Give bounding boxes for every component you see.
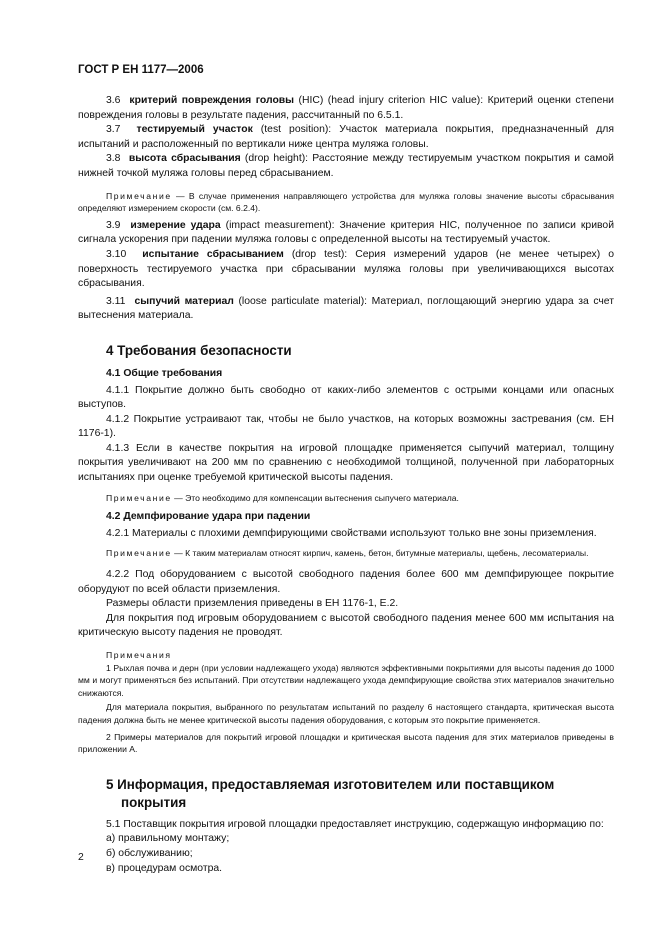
note-item-1: 1 Рыхлая почва и дерн (при условии надлежащего ухода) являются эффективными покрытиями для высоты падения до 1000 мм и могут применяться без испытаний. При отсутствии надлежащего ухода демпфирующие свойства этих материалов значительно снижаются.	[78, 662, 614, 698]
clause-number: 3.8	[106, 153, 121, 165]
definition: (loose particulate material): Материал, поглощающий энергию удара за счет вытеснения материала.	[78, 295, 614, 322]
clause-3-7	[78, 123, 614, 152]
note	[78, 190, 614, 215]
list-item: в) процедурам осмотра.	[106, 862, 223, 874]
page-number: 2	[78, 852, 84, 863]
note-label: Примечание	[106, 548, 172, 559]
notes-label: Примечания	[106, 650, 172, 660]
clause-3-9	[78, 219, 614, 248]
clause-4-2-2: 4.2.2 Под оборудованием с высотой свободного падения более 600 мм демпфирующее покрытие оборудуют по всей области приземления.	[78, 569, 614, 595]
section-4-heading: 4 Требования безопасности	[106, 342, 292, 358]
definition: (impact measurement): Значение критерия HIC, полученное по записи кривой сигнала ускорения при падении муляжа головы с определенной высоты на тестируемый участок.	[78, 219, 615, 246]
clause-number: 3.11	[106, 295, 126, 307]
clause-3-11	[78, 295, 614, 324]
clause-4-1-2: 4.1.2 Покрытие устраивают так, чтобы не было участков, на которых возможны застревания (см. ЕН 1176-1).	[78, 413, 614, 440]
note	[78, 547, 614, 560]
clause-3-8	[78, 152, 614, 181]
page-content	[78, 94, 614, 876]
clause-4-1-1: 4.1.1 Покрытие должно быть свободно от каких-либо элементов с острыми концами или опасных выступов.	[78, 384, 614, 411]
clause-5-1: 5.1 Поставщик покрытия игровой площадки предоставляет инструкцию, содержащую информацию по:	[106, 818, 604, 830]
clause-number: 3.9	[106, 219, 121, 231]
term: испытание сбрасыванием	[142, 248, 284, 260]
clause-3-6	[78, 94, 614, 123]
clause-number: 3.6	[106, 95, 121, 106]
clause-4-1-3: 4.1.3 Если в качестве покрытия на игровой площадке применяется сыпучий материал, толщину покрытия увеличивают на 200 мм по сравнению с необходимой толщиной, полученной при лабораторных испытаниях при оценке требуемой критической высоты падения.	[78, 442, 614, 484]
clause-3-10	[78, 248, 614, 292]
term: тестируемый участок	[136, 124, 253, 136]
definition: (test position): Участок материала покрытия, предназначенный для испытаний и расположенный по вертикали ниже центра муляжа головы.	[78, 124, 614, 150]
clause-number: 3.7	[106, 124, 121, 136]
note-label: Примечание	[106, 190, 172, 201]
term: высота сбрасывания	[128, 153, 241, 165]
clause-4-2-1: 4.2.1 Материалы с плохими демпфирующими свойствами используют только вне зоны приземления.	[106, 527, 597, 539]
note-label: Примечание	[106, 492, 172, 503]
document-header: ГОСТ Р ЕН 1177—2006	[78, 64, 204, 76]
clause-4-2-2-exempt: Для покрытия под игровым оборудованием с высотой свободного падения менее 600 мм испытания на критическую высоту падения не проводят.	[78, 612, 614, 639]
note-text: — К таким материалам относят кирпич, камень, бетон, битумные материалы, щебень, лесоматериалы.	[171, 548, 589, 559]
list-item: а) правильному монтажу;	[106, 833, 230, 845]
clause-number: 3.10	[106, 248, 127, 260]
section-4-2-heading: 4.2 Демпфирование удара при падении	[106, 511, 311, 523]
term: измерение удара	[130, 219, 221, 231]
note	[78, 492, 614, 505]
definition: (drop test): Серия измерений ударов (не менее четырех) о поверхность тестируемого участка при сбрасывании муляжа головы при увеличивающихся высотах сбрасывания.	[78, 248, 615, 290]
section-4-1-heading: 4.1 Общие требования	[106, 367, 223, 379]
list-item: б) обслуживанию;	[106, 847, 193, 859]
definition: (drop height): Расстояние между тестируемым участком покрытия и самой нижней точкой муляжа головы перед сбрасыванием.	[78, 153, 614, 179]
note-item-2: 2 Примеры материалов для покрытий игровой площадки и критическая высота падения для этих материалов приведены в приложении А.	[78, 731, 614, 755]
section-5-heading: 5 Информация, предоставляемая изготовителем или поставщиком покрытия	[106, 776, 555, 810]
instruction-list	[78, 832, 614, 876]
note-item-1-cont: Для материала покрытия, выбранного по результатам испытаний по разделу 6 настоящего стандарта, критическая высота падения должна быть не менее критической высоты падения оборудования, с которым это покрытие применяется.	[78, 702, 614, 725]
definition: (HIC) (head injury criterion HIC value): Критерий оценки степени повреждения головы в результате падения, рассчитанный по 6.5.1.	[78, 95, 614, 121]
clause-4-2-2-landing: Размеры области приземления приведены в ЕН 1176-1, Е.2.	[106, 598, 399, 610]
term: критерий повреждения головы	[129, 95, 295, 106]
note-text: — В случае применения направляющего устройства для муляжа головы значение высоты сбрасывания определяют измерением скорости (см. 6.2.4).	[78, 190, 614, 214]
term: сыпучий материал	[134, 295, 234, 307]
note-text: — Это необходимо для компенсации вытеснения сыпучего материала.	[171, 492, 459, 503]
